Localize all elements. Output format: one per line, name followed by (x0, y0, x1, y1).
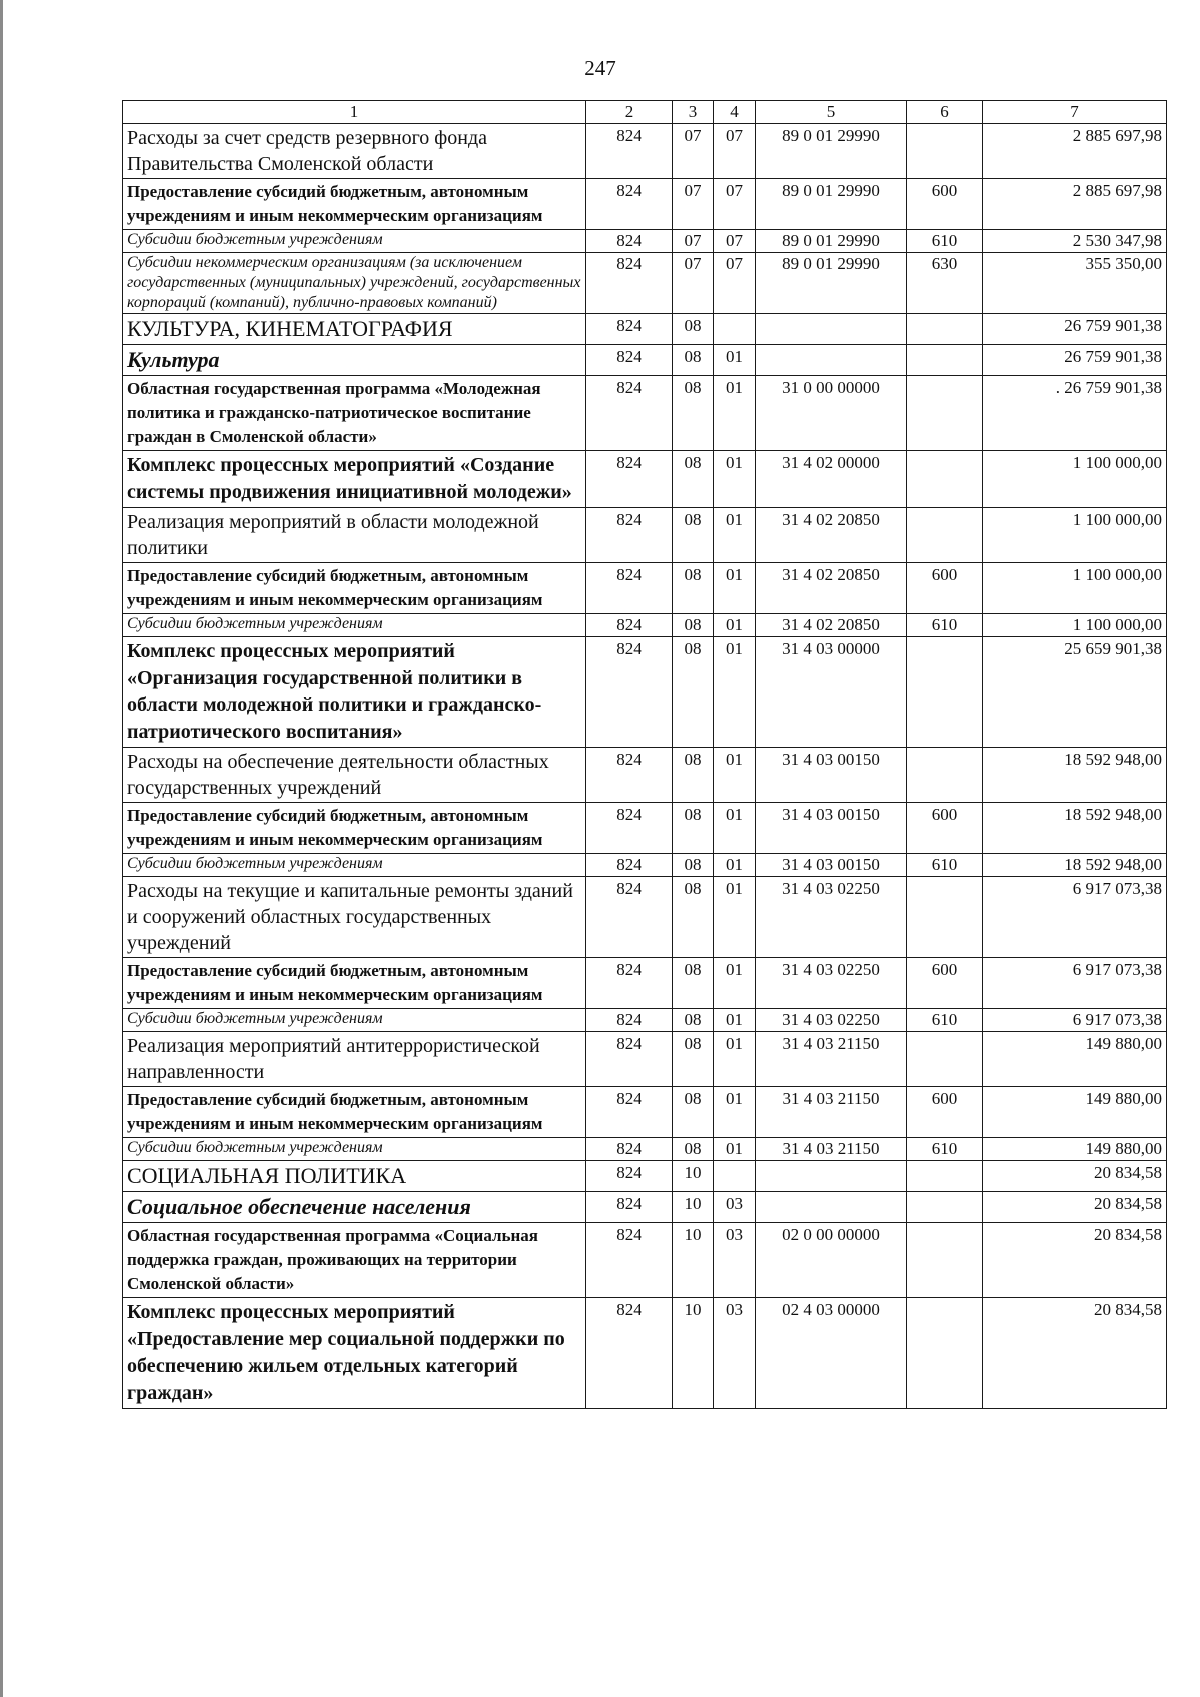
header-cell-3: 3 (673, 101, 714, 124)
row-target-article: 31 0 00 00000 (756, 376, 907, 451)
row-section-code: 08 (673, 748, 714, 803)
row-amount: 18 592 948,00 (983, 748, 1167, 803)
row-section-code: 07 (673, 253, 714, 314)
row-target-article (756, 1161, 907, 1192)
row-section-code: 08 (673, 1087, 714, 1138)
row-target-article: 31 4 03 21150 (756, 1087, 907, 1138)
table-row (123, 124, 1167, 179)
row-name: Комплекс процессных мероприятий «Организация государственной политики в области молодежной политики и гражданско-патриотического воспитания» (123, 637, 586, 748)
table-row (123, 1192, 1167, 1223)
header-cell-6: 6 (907, 101, 983, 124)
row-admin-code: 824 (586, 748, 673, 803)
row-name: Субсидии бюджетным учреждениям (123, 1009, 586, 1032)
row-subsection-code: 01 (714, 748, 756, 803)
row-target-article: 31 4 03 02250 (756, 1009, 907, 1032)
row-amount: 2 885 697,98 (983, 179, 1167, 230)
row-target-article (756, 1192, 907, 1223)
table-row (123, 1161, 1167, 1192)
row-section-code: 08 (673, 803, 714, 854)
row-section-code: 08 (673, 345, 714, 376)
row-amount: 6 917 073,38 (983, 877, 1167, 958)
row-expense-type: 600 (907, 958, 983, 1009)
row-target-article: 31 4 03 00150 (756, 854, 907, 877)
row-amount: 20 834,58 (983, 1192, 1167, 1223)
row-target-article: 31 4 02 20850 (756, 614, 907, 637)
row-section-code: 10 (673, 1192, 714, 1223)
row-admin-code: 824 (586, 1032, 673, 1087)
row-target-article: 89 0 01 29990 (756, 253, 907, 314)
table-row (123, 614, 1167, 637)
header-row (123, 101, 1167, 124)
row-expense-type (907, 451, 983, 508)
table-row (123, 958, 1167, 1009)
row-target-article: 31 4 02 20850 (756, 563, 907, 614)
row-name: Реализация мероприятий антитеррористической направленности (123, 1032, 586, 1087)
table-row (123, 376, 1167, 451)
row-amount: 355 350,00 (983, 253, 1167, 314)
row-section-code: 07 (673, 230, 714, 253)
row-name: Субсидии некоммерческим организациям (за исключением государственных (муниципальных) учреждений, государственных корпораций (компаний), публично-правовых компаний) (123, 253, 586, 314)
row-name: Субсидии бюджетным учреждениям (123, 854, 586, 877)
row-section-code: 07 (673, 179, 714, 230)
row-section-code: 08 (673, 637, 714, 748)
row-subsection-code (714, 314, 756, 345)
row-name: Расходы на обеспечение деятельности областных государственных учреждений (123, 748, 586, 803)
row-amount: 18 592 948,00 (983, 803, 1167, 854)
table-row (123, 637, 1167, 748)
row-amount: 1 100 000,00 (983, 614, 1167, 637)
row-admin-code: 824 (586, 1138, 673, 1161)
row-amount: 149 880,00 (983, 1032, 1167, 1087)
table-row (123, 230, 1167, 253)
row-expense-type: 610 (907, 1009, 983, 1032)
header-cell-2: 2 (586, 101, 673, 124)
table-row (123, 1138, 1167, 1161)
row-amount: 25 659 901,38 (983, 637, 1167, 748)
header-cell-1: 1 (123, 101, 586, 124)
row-subsection-code: 01 (714, 563, 756, 614)
budget-table-body (123, 101, 1167, 1409)
header-cell-5: 5 (756, 101, 907, 124)
row-amount: 1 100 000,00 (983, 451, 1167, 508)
row-section-code: 08 (673, 854, 714, 877)
row-admin-code: 824 (586, 376, 673, 451)
row-target-article: 31 4 02 00000 (756, 451, 907, 508)
row-amount: . 26 759 901,38 (983, 376, 1167, 451)
row-admin-code: 824 (586, 1161, 673, 1192)
row-amount: 20 834,58 (983, 1298, 1167, 1409)
row-section-code: 08 (673, 614, 714, 637)
row-admin-code: 824 (586, 230, 673, 253)
row-subsection-code: 01 (714, 854, 756, 877)
row-expense-type (907, 1032, 983, 1087)
row-subsection-code: 01 (714, 877, 756, 958)
row-name: Комплекс процессных мероприятий «Создание системы продвижения инициативной молодежи» (123, 451, 586, 508)
row-name: Областная государственная программа «Молодежная политика и гражданско-патриотическое воспитание граждан в Смоленской области» (123, 376, 586, 451)
row-section-code: 08 (673, 1032, 714, 1087)
row-subsection-code: 01 (714, 1032, 756, 1087)
row-name: Субсидии бюджетным учреждениям (123, 614, 586, 637)
row-admin-code: 824 (586, 637, 673, 748)
row-target-article: 02 0 00 00000 (756, 1223, 907, 1298)
row-amount: 149 880,00 (983, 1138, 1167, 1161)
table-row (123, 877, 1167, 958)
row-target-article: 31 4 03 02250 (756, 877, 907, 958)
row-expense-type (907, 637, 983, 748)
row-admin-code: 824 (586, 314, 673, 345)
row-admin-code: 824 (586, 124, 673, 179)
row-section-code: 08 (673, 376, 714, 451)
row-expense-type (907, 1192, 983, 1223)
table-row (123, 179, 1167, 230)
row-admin-code: 824 (586, 563, 673, 614)
row-section-code: 08 (673, 958, 714, 1009)
table-row (123, 1087, 1167, 1138)
row-subsection-code: 01 (714, 345, 756, 376)
header-cell-7: 7 (983, 101, 1167, 124)
table-row (123, 314, 1167, 345)
row-admin-code: 824 (586, 958, 673, 1009)
row-section-code: 08 (673, 563, 714, 614)
row-subsection-code: 07 (714, 124, 756, 179)
row-subsection-code: 01 (714, 451, 756, 508)
row-expense-type (907, 1223, 983, 1298)
row-subsection-code: 07 (714, 230, 756, 253)
row-subsection-code: 01 (714, 1009, 756, 1032)
row-subsection-code: 01 (714, 376, 756, 451)
row-name: Социальное обеспечение населения (123, 1192, 586, 1223)
row-name: Субсидии бюджетным учреждениям (123, 1138, 586, 1161)
row-target-article: 02 4 03 00000 (756, 1298, 907, 1409)
row-subsection-code: 01 (714, 1138, 756, 1161)
row-name: Культура (123, 345, 586, 376)
table-row (123, 1223, 1167, 1298)
row-name: Реализация мероприятий в области молодежной политики (123, 508, 586, 563)
row-admin-code: 824 (586, 253, 673, 314)
row-admin-code: 824 (586, 1223, 673, 1298)
row-amount: 26 759 901,38 (983, 314, 1167, 345)
table-row (123, 1298, 1167, 1409)
table-row (123, 854, 1167, 877)
row-admin-code: 824 (586, 803, 673, 854)
page-number: 247 (584, 56, 616, 80)
row-expense-type: 600 (907, 179, 983, 230)
row-section-code: 07 (673, 124, 714, 179)
row-amount: 20 834,58 (983, 1223, 1167, 1298)
row-amount: 1 100 000,00 (983, 563, 1167, 614)
row-subsection-code: 07 (714, 179, 756, 230)
row-admin-code: 824 (586, 1087, 673, 1138)
table-row (123, 748, 1167, 803)
row-admin-code: 824 (586, 508, 673, 563)
row-expense-type: 600 (907, 803, 983, 854)
row-expense-type (907, 1298, 983, 1409)
row-expense-type: 600 (907, 1087, 983, 1138)
table-row (123, 1032, 1167, 1087)
row-subsection-code: 07 (714, 253, 756, 314)
row-name: Предоставление субсидий бюджетным, автономным учреждениям и иным некоммерческим организациям (123, 1087, 586, 1138)
row-target-article: 31 4 03 00000 (756, 637, 907, 748)
row-section-code: 08 (673, 508, 714, 563)
row-name: Предоставление субсидий бюджетным, автономным учреждениям и иным некоммерческим организациям (123, 563, 586, 614)
row-admin-code: 824 (586, 1298, 673, 1409)
row-target-article: 31 4 03 21150 (756, 1032, 907, 1087)
row-amount: 1 100 000,00 (983, 508, 1167, 563)
row-admin-code: 824 (586, 854, 673, 877)
row-section-code: 08 (673, 314, 714, 345)
row-target-article (756, 314, 907, 345)
table-row (123, 803, 1167, 854)
row-amount: 6 917 073,38 (983, 958, 1167, 1009)
table-row (123, 451, 1167, 508)
row-subsection-code: 01 (714, 803, 756, 854)
row-amount: 26 759 901,38 (983, 345, 1167, 376)
row-name: КУЛЬТУРА, КИНЕМАТОГРАФИЯ (123, 314, 586, 345)
row-subsection-code (714, 1161, 756, 1192)
row-expense-type: 600 (907, 563, 983, 614)
row-target-article: 31 4 03 02250 (756, 958, 907, 1009)
row-admin-code: 824 (586, 1009, 673, 1032)
row-target-article: 89 0 01 29990 (756, 179, 907, 230)
row-name: Предоставление субсидий бюджетным, автономным учреждениям и иным некоммерческим организациям (123, 179, 586, 230)
row-name: СОЦИАЛЬНАЯ ПОЛИТИКА (123, 1161, 586, 1192)
row-target-article: 89 0 01 29990 (756, 124, 907, 179)
row-name: Областная государственная программа «Социальная поддержка граждан, проживающих на территории Смоленской области» (123, 1223, 586, 1298)
row-amount: 20 834,58 (983, 1161, 1167, 1192)
row-subsection-code: 01 (714, 614, 756, 637)
row-name: Предоставление субсидий бюджетным, автономным учреждениям и иным некоммерческим организациям (123, 958, 586, 1009)
row-amount: 2 530 347,98 (983, 230, 1167, 253)
row-admin-code: 824 (586, 877, 673, 958)
row-target-article: 31 4 03 00150 (756, 748, 907, 803)
row-target-article: 31 4 03 00150 (756, 803, 907, 854)
row-admin-code: 824 (586, 614, 673, 637)
row-amount: 2 885 697,98 (983, 124, 1167, 179)
row-expense-type (907, 877, 983, 958)
row-admin-code: 824 (586, 345, 673, 376)
row-expense-type (907, 376, 983, 451)
table-row (123, 508, 1167, 563)
row-expense-type (907, 1161, 983, 1192)
row-target-article: 89 0 01 29990 (756, 230, 907, 253)
row-section-code: 08 (673, 451, 714, 508)
row-expense-type: 610 (907, 1138, 983, 1161)
table-row (123, 563, 1167, 614)
row-name: Комплекс процессных мероприятий «Предоставление мер социальной поддержки по обеспечению жильем отдельных категорий граждан» (123, 1298, 586, 1409)
row-section-code: 10 (673, 1298, 714, 1409)
header-cell-4: 4 (714, 101, 756, 124)
row-subsection-code: 01 (714, 637, 756, 748)
row-expense-type (907, 124, 983, 179)
row-admin-code: 824 (586, 1192, 673, 1223)
row-target-article: 31 4 02 20850 (756, 508, 907, 563)
row-target-article (756, 345, 907, 376)
table-row (123, 345, 1167, 376)
row-subsection-code: 03 (714, 1192, 756, 1223)
row-subsection-code: 01 (714, 958, 756, 1009)
row-expense-type: 610 (907, 614, 983, 637)
row-subsection-code: 03 (714, 1298, 756, 1409)
row-expense-type (907, 314, 983, 345)
row-expense-type (907, 345, 983, 376)
budget-table (122, 100, 1167, 1409)
row-target-article: 31 4 03 21150 (756, 1138, 907, 1161)
row-subsection-code: 01 (714, 1087, 756, 1138)
table-row (123, 253, 1167, 314)
row-name: Расходы на текущие и капитальные ремонты зданий и сооружений областных государственных учреждений (123, 877, 586, 958)
row-section-code: 10 (673, 1161, 714, 1192)
row-expense-type: 610 (907, 230, 983, 253)
scan-edge (0, 0, 3, 1697)
row-admin-code: 824 (586, 451, 673, 508)
row-section-code: 08 (673, 1138, 714, 1161)
row-section-code: 10 (673, 1223, 714, 1298)
row-name: Расходы за счет средств резервного фонда Правительства Смоленской области (123, 124, 586, 179)
row-expense-type (907, 748, 983, 803)
row-name: Субсидии бюджетным учреждениям (123, 230, 586, 253)
row-section-code: 08 (673, 877, 714, 958)
row-name: Предоставление субсидий бюджетным, автономным учреждениям и иным некоммерческим организациям (123, 803, 586, 854)
row-admin-code: 824 (586, 179, 673, 230)
row-subsection-code: 01 (714, 508, 756, 563)
row-expense-type: 610 (907, 854, 983, 877)
row-section-code: 08 (673, 1009, 714, 1032)
table-row (123, 1009, 1167, 1032)
row-expense-type: 630 (907, 253, 983, 314)
row-amount: 6 917 073,38 (983, 1009, 1167, 1032)
row-amount: 18 592 948,00 (983, 854, 1167, 877)
row-subsection-code: 03 (714, 1223, 756, 1298)
row-amount: 149 880,00 (983, 1087, 1167, 1138)
row-expense-type (907, 508, 983, 563)
